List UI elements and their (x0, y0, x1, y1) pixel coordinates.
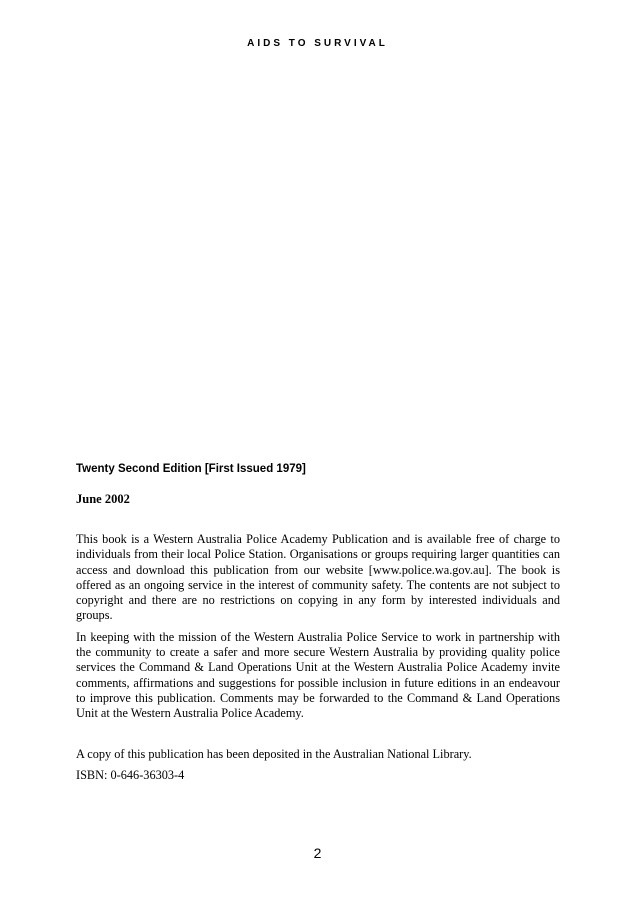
library-note: A copy of this publication has been deposited in the Australian National Library. (76, 746, 472, 761)
publication-date: June 2002 (76, 492, 130, 506)
availability-paragraph: This book is a Western Australia Police Academy Publication and is available free of charge to individuals from their local Police Station. Organisations or groups requiring larger quantities can access and download this publication from our website [www.police.wa.gov.au]. The book is offered as an ongoing service in the interest of community safety. The contents are not subject to copyright and there are no restrictions on copying in any form by interested individuals and groups. (76, 532, 560, 623)
imprint-section (76, 462, 560, 783)
running-header: AIDS TO SURVIVAL (247, 38, 388, 49)
page-number: 2 (313, 845, 322, 861)
edition-line: Twenty Second Edition [First Issued 1979] (76, 463, 306, 475)
mission-paragraph: In keeping with the mission of the Western Australia Police Service to work in partnership with the community to create a safer and more secure Western Australia by providing quality police services the Command & Land Operations Unit at the Western Australia Police Academy invite comments, affirmations and suggestions for possible inclusion in future editions in an endeavour to improve this publication. Comments may be forwarded to the Command & Land Operations Unit at the Western Australia Police Academy. (76, 629, 560, 721)
isbn-line: ISBN: 0-646-36303-4 (76, 767, 185, 782)
